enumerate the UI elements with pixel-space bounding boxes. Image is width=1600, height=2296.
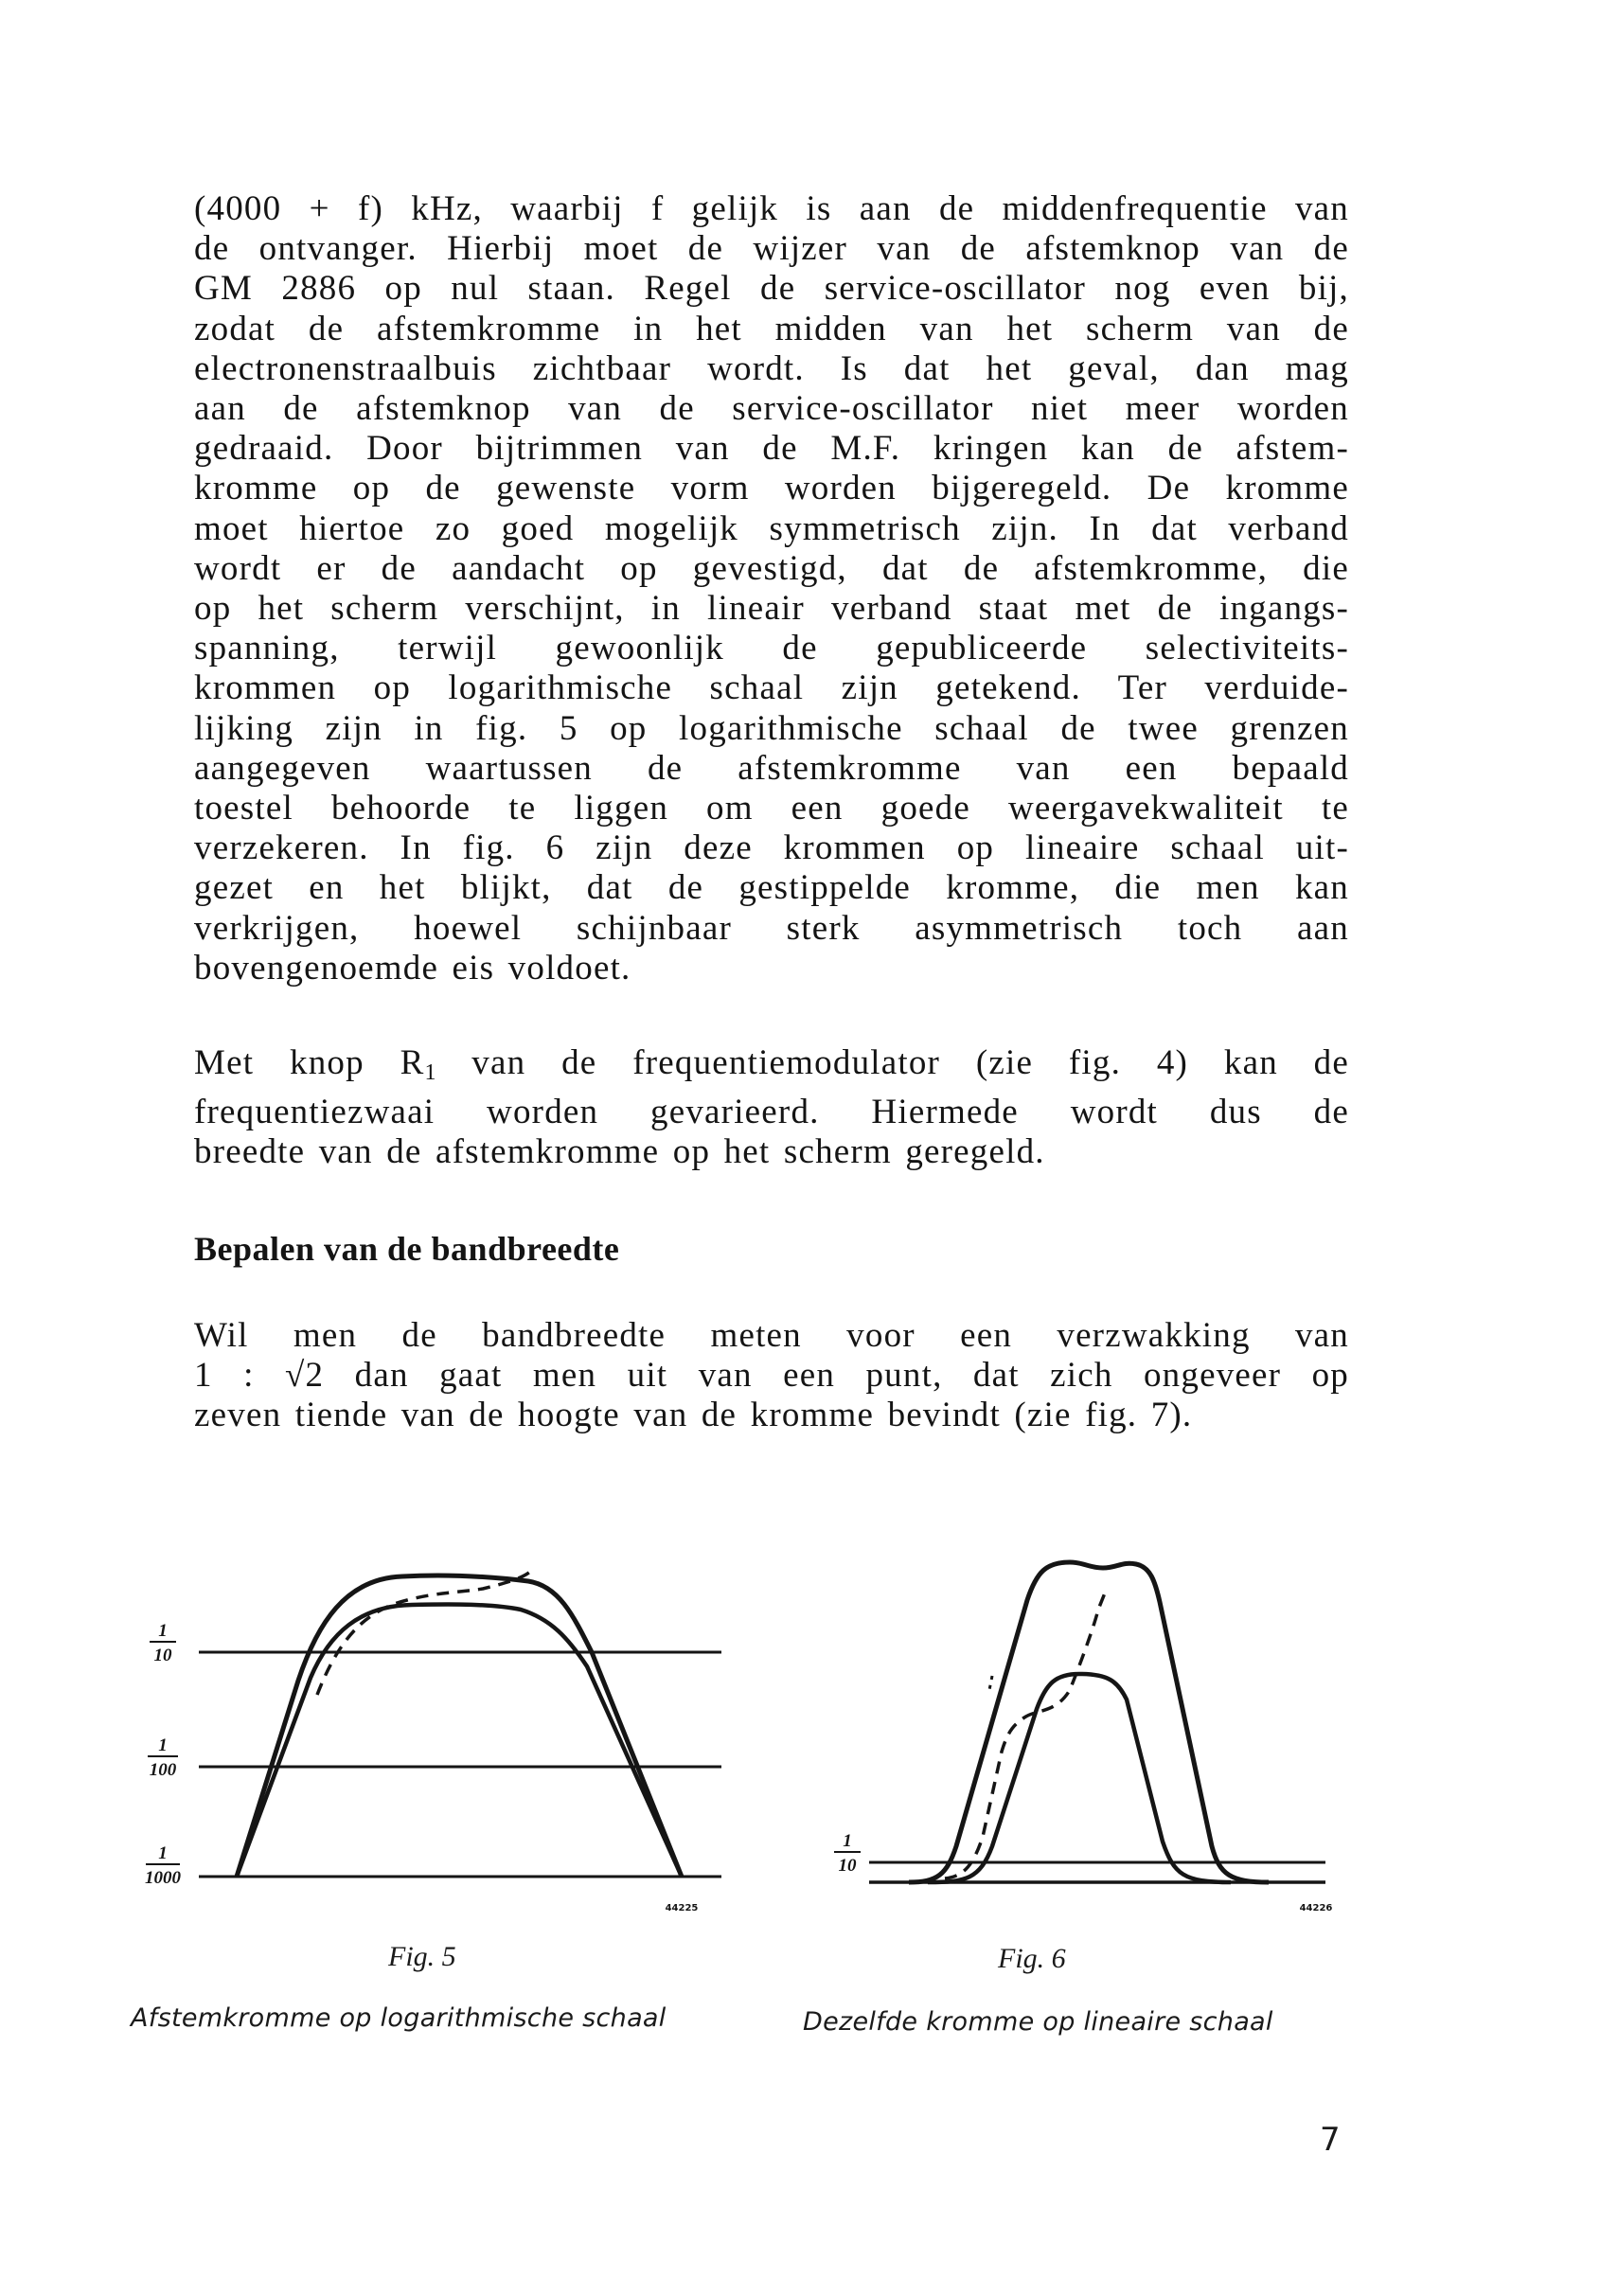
text-line: op het scherm verschijnt, in lineair verband staat met de ingangs- bbox=[194, 589, 1349, 629]
axis-label-denominator: 100 bbox=[149, 1760, 177, 1780]
text-line: toestel behoorde te liggen om een goede weergavekwaliteit te bbox=[194, 789, 1349, 828]
figure-5-label: Fig. 5 bbox=[388, 1941, 456, 1972]
text-line: GM 2886 op nul staan. Regel de service-oscillator nog even bij, bbox=[194, 269, 1349, 309]
text-line: verzekeren. In fig. 6 zijn deze krommen op lineaire schaal uit- bbox=[194, 828, 1349, 868]
axis-label-numerator: 1 bbox=[843, 1831, 852, 1851]
text-line: wordt er de aandacht op gevestigd, dat de afstemkromme, die bbox=[194, 548, 1349, 588]
text-line: electronenstraalbuis zichtbaar wordt. Is dat het geval, dan mag bbox=[194, 348, 1349, 388]
text-line: gezet en het blijkt, dat de gestippelde kromme, die men kan bbox=[194, 868, 1349, 908]
figure-6-diagram bbox=[824, 1515, 1354, 1931]
figure-5-caption: Afstemkromme op logarithmische schaal bbox=[131, 2003, 667, 2033]
axis-label-denominator: 1000 bbox=[145, 1868, 181, 1888]
text-line: zeven tiende van de hoogte van de kromme bevindt (zie fig. 7). bbox=[194, 1396, 1193, 1435]
subscript: 1 bbox=[424, 1060, 436, 1085]
text-line: verkrijgen, hoewel schijnbaar sterk asymmetrisch toch aan bbox=[194, 908, 1349, 948]
text-line: frequentiezwaai worden gevarieerd. Hiermede wordt dus de bbox=[194, 1093, 1349, 1132]
text-line: 1 : √2 dan gaat men uit van een punt, dat zich ongeveer op bbox=[194, 1356, 1349, 1396]
figure-6 bbox=[824, 1515, 1354, 1931]
text-line: bovengenoemde eis voldoet. bbox=[194, 948, 631, 988]
figure-6-label: Fig. 6 bbox=[998, 1943, 1066, 1974]
text-line: lijking zijn in fig. 5 op logarithmische schaal de twee grenzen bbox=[194, 708, 1349, 748]
measured-curve-dashed bbox=[945, 1591, 1106, 1878]
text-line: zodat de afstemkromme in het midden van het scherm van de bbox=[194, 309, 1349, 348]
axis-label-denominator: 10 bbox=[153, 1646, 172, 1665]
measured-curve-dashed bbox=[317, 1572, 530, 1695]
text-line: breedte van de afstemkromme op het scherm geregeld. bbox=[194, 1132, 1045, 1172]
axis-label-numerator: 1 bbox=[158, 1735, 168, 1755]
paragraph-3 bbox=[194, 1316, 1349, 1436]
figure-code: 44225 bbox=[665, 1903, 699, 1913]
figure-5 bbox=[142, 1515, 748, 1931]
figure-5-diagram bbox=[142, 1515, 748, 1931]
figure-6-caption: Dezelfde kromme op lineaire schaal bbox=[803, 2007, 1273, 2037]
paragraph-1 bbox=[194, 189, 1349, 988]
outer-curve bbox=[909, 1562, 1269, 1882]
axis-label-numerator: 1 bbox=[158, 1621, 168, 1641]
axis-label-numerator: 1 bbox=[158, 1843, 168, 1863]
inner-limit-curve bbox=[237, 1605, 682, 1877]
figure-code: 44226 bbox=[1299, 1903, 1333, 1913]
text-line: kromme op de gewenste vorm worden bijgeregeld. De kromme bbox=[194, 469, 1349, 508]
section-heading: Bepalen van de bandbreedte bbox=[194, 1230, 620, 1268]
text-line: (4000 + f) kHz, waarbij f gelijk is aan de middenfrequentie van bbox=[194, 189, 1349, 228]
paragraph-2 bbox=[194, 1043, 1349, 1173]
text-line: aan de afstemknop van de service-oscillator niet meer worden bbox=[194, 389, 1349, 429]
text-line: Wil men de bandbreedte meten voor een verzwakking van bbox=[194, 1316, 1349, 1355]
axis-label-denominator: 10 bbox=[838, 1856, 857, 1876]
text-line: de ontvanger. Hierbij moet de wijzer van de afstemknop van de bbox=[194, 229, 1349, 269]
page-number: 7 bbox=[1320, 2121, 1341, 2159]
text-fragment: Met knop R bbox=[194, 1043, 425, 1082]
text-line bbox=[194, 1043, 1349, 1093]
text-line: spanning, terwijl gewoonlijk de gepubliceerde selectiviteits- bbox=[194, 629, 1349, 668]
inner-curve bbox=[928, 1674, 1231, 1882]
text-line: moet hiertoe zo goed mogelijk symmetrisch zijn. In dat verband bbox=[194, 508, 1349, 548]
text-line: gedraaid. Door bijtrimmen van de M.F. kringen kan de afstem- bbox=[194, 429, 1349, 469]
text-line: aangegeven waartussen de afstemkromme van een bepaald bbox=[194, 748, 1349, 788]
text-fragment: van de frequentiemodulator (zie fig. 4) kan de bbox=[436, 1043, 1350, 1082]
text-line: krommen op logarithmische schaal zijn getekend. Ter verduide- bbox=[194, 668, 1349, 708]
